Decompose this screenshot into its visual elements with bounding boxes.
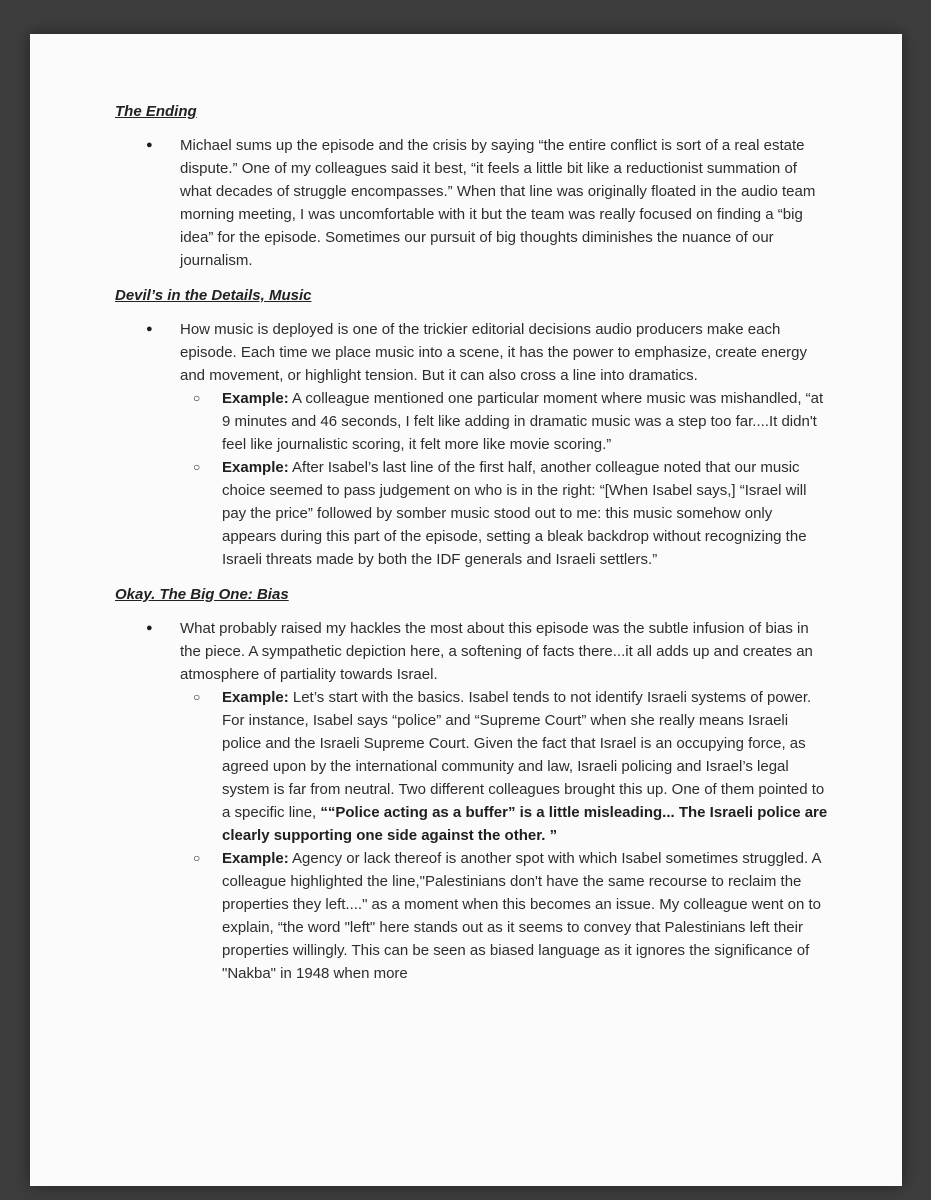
example-label: Example: bbox=[222, 390, 289, 407]
sub-bullet-item bbox=[180, 847, 830, 985]
sub-bullet-item bbox=[180, 456, 830, 571]
bullet-item bbox=[115, 134, 830, 272]
bullet-marker-icon: ● bbox=[146, 323, 153, 335]
sub-bullet-marker-icon: ○ bbox=[193, 851, 201, 865]
sub-bullet-text: Agency or lack thereof is another spot with which Isabel sometimes struggled. A colleague highlighted the line,"Palestinians don't have the same recourse to reclaim the properties they left...." as a moment when this becomes an issue. My colleague went on to explain, “the word "left" here stands out as it seems to convey that Palestinians left their properties willingly. This can be seen as biased language as it ignores the significance of "Nakba" in 1948 when more bbox=[222, 850, 821, 982]
sub-bullet-text: After Isabel’s last line of the first half, another colleague noted that our music choice seemed to pass judgement on who is in the right: “[When Isabel says,] “Israel will pay the price” followed by somber music stood out to me: this music somehow only appears during this part of the episode, setting a bleak backdrop without recognizing the Israeli threats made by both the IDF generals and Israeli settlers.” bbox=[222, 459, 807, 568]
sub-bullet-list bbox=[180, 387, 830, 571]
sub-bullet-text: A colleague mentioned one particular moment where music was mishandled, “at 9 minutes and 46 seconds, I felt like adding in dramatic music was a step too far....It didn't feel like journalistic scoring, it felt more like movie scoring.” bbox=[222, 390, 824, 453]
section-heading: The Ending bbox=[115, 103, 197, 120]
bullet-item bbox=[115, 617, 830, 985]
example-label: Example: bbox=[222, 689, 289, 706]
section-heading: Devil’s in the Details, Music bbox=[115, 287, 312, 304]
bullet-text: How music is deployed is one of the trickier editorial decisions audio producers make each episode. Each time we place music into a scene, it has the power to emphasize, create energy and movement, or highlight tension. But it can also cross a line into dramatics. bbox=[180, 321, 808, 384]
sub-bullet-marker-icon: ○ bbox=[193, 391, 201, 405]
example-label: Example: bbox=[222, 459, 289, 476]
bullet-text: What probably raised my hackles the most about this episode was the subtle infusion of bias in the piece. A sympathetic depiction here, a softening of facts there...it all adds up and creates an atmosphere of partiality towards Israel. bbox=[180, 620, 813, 683]
bullet-marker-icon: ● bbox=[146, 139, 153, 151]
example-label: Example: bbox=[222, 850, 289, 867]
bullet-item bbox=[115, 318, 830, 571]
bullet-text: Michael sums up the episode and the crisis by saying “the entire conflict is sort of a real estate dispute.” One of my colleagues said it best, “it feels a little bit like a reductionist summation of what decades of struggle encompasses.” When that line was originally floated in the audio team morning meeting, I was uncomfortable with it but the team was really focused on finding a “big idea” for the episode. Sometimes our pursuit of big thoughts diminishes the nuance of our journalism. bbox=[180, 137, 816, 269]
sub-bullet-marker-icon: ○ bbox=[193, 460, 201, 474]
sub-bullet-item bbox=[180, 387, 830, 456]
section-heading: Okay. The Big One: Bias bbox=[115, 586, 289, 603]
bullet-list bbox=[115, 617, 830, 985]
sub-bullet-item bbox=[180, 686, 830, 847]
sub-bullet-bold-quote: ““Police acting as a buffer” is a little misleading... The Israeli police are clearly supporting one side against the other. ” bbox=[222, 804, 828, 844]
section-bias bbox=[115, 583, 830, 985]
section-music bbox=[115, 284, 830, 571]
bullet-marker-icon: ● bbox=[146, 622, 153, 634]
sub-bullet-list bbox=[180, 686, 830, 985]
sub-bullet-text: Let’s start with the basics. Isabel tends to not identify Israeli systems of power. For instance, Isabel says “police” and “Supreme Court” when she really means Israeli police and the Israeli Supreme Court. Given the fact that Israel is an occupying force, as agreed upon by the international community and law, Israeli policing and Israel’s legal system is far from neutral. Two different colleagues brought this up. One of them pointed to a specific line, bbox=[222, 689, 825, 821]
document-page bbox=[30, 34, 902, 1186]
section-the-ending bbox=[115, 100, 830, 272]
sub-bullet-marker-icon: ○ bbox=[193, 690, 201, 704]
bullet-list bbox=[115, 134, 830, 272]
bullet-list bbox=[115, 318, 830, 571]
document-content bbox=[30, 34, 902, 985]
